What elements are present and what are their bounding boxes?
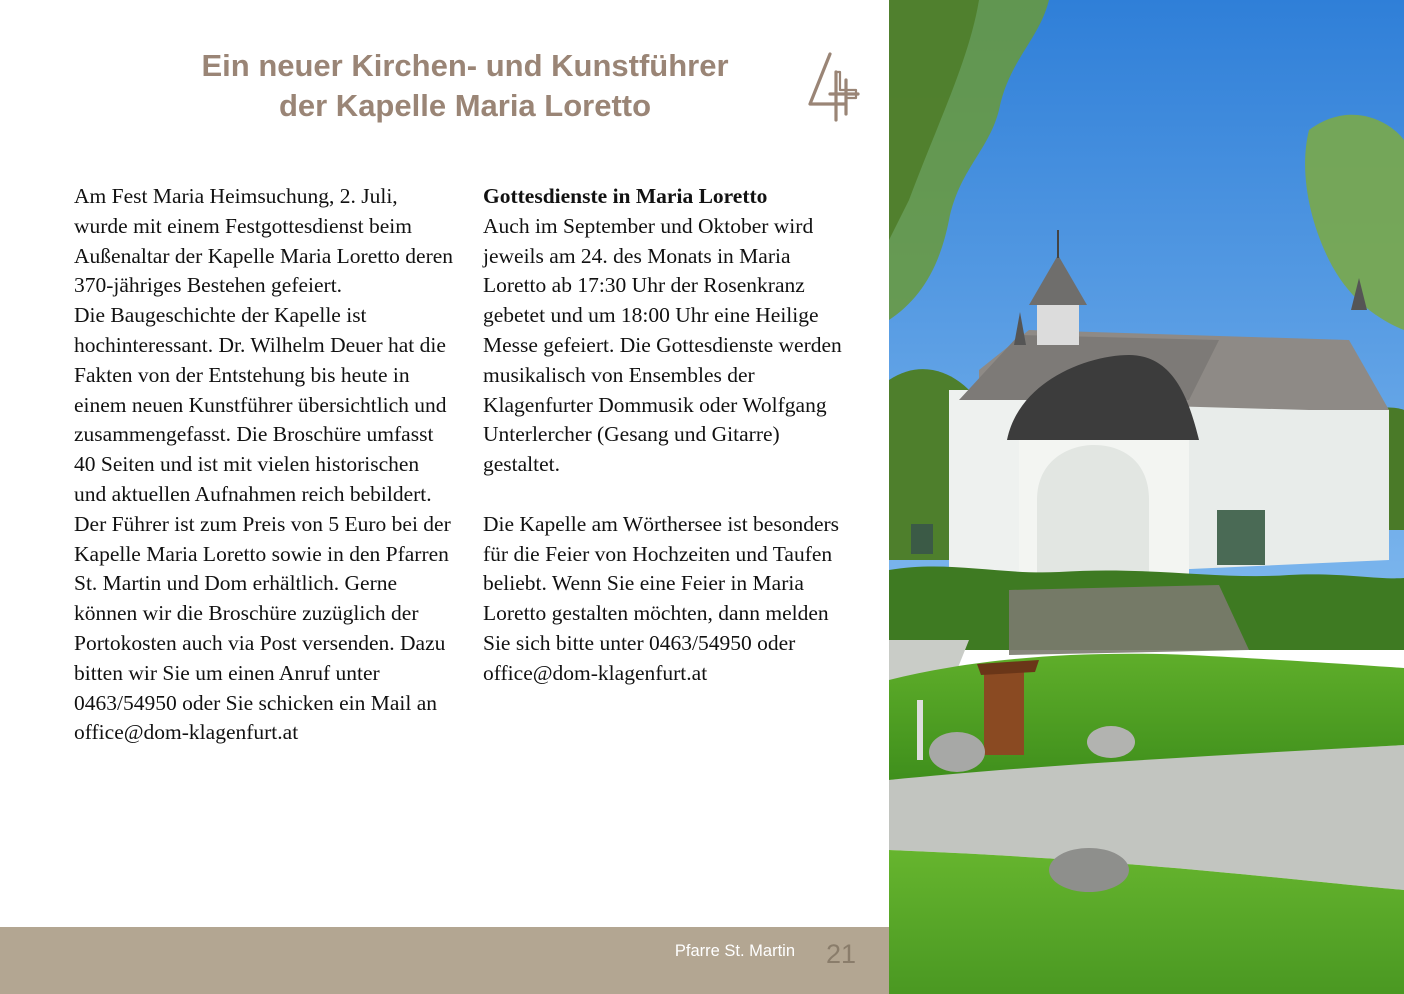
left-column [74,182,454,748]
footer-bar [0,927,889,994]
page-title-line-1: Ein neuer Kirchen- und Kunstführer [201,48,729,83]
page-title [150,46,780,126]
right-column [483,182,853,689]
services-paragraph: Auch im September und Oktober wird jeweils am 24. des Monats in Maria Loretto ab 17:30 Uhr der Rosenkranz gebetet und um 18:00 Uhr eine Heilige Messe gefeiert. Die Gottesdienste werden musikalisch von Ensembles der Klagenfurter Dommusik oder Wolfgang Unterlercher (Gesang und Gitarre) gestaltet. [483,213,842,477]
services-heading: Gottesdienste in Maria Loretto [483,184,768,208]
cross-logo-icon [806,50,862,122]
intro-paragraph: Am Fest Maria Heimsuchung, 2. Juli, wurde mit einem Festgottesdienst beim Außenaltar der Kapelle Maria Loretto deren 370-jähriges Bestehen gefeiert. [74,184,454,298]
paragraph-gap [483,480,853,510]
page-title-line-2: der Kapelle Maria Loretto [278,88,652,123]
chapel-photo [889,0,1404,994]
footer-parish-name: Pfarre St. Martin [674,942,795,960]
page-number: 21 [825,939,856,969]
brochure-paragraph: Die Baugeschichte der Kapelle ist hochinteressant. Dr. Wilhelm Deuer hat die Fakten von der Entstehung bis heute in einem neuen Kunstführer übersichtlich und zusammengefasst. Die Broschüre umfasst 40 Seiten und ist mit vielen historischen und aktuellen Aufnahmen reich bebildert. Der Führer ist zum Preis von 5 Euro bei der Kapelle Maria Loretto sowie in den Pfarren St. Martin und Dom erhältlich. Gerne können wir die Broschüre zuzüglich der Portokosten auch via Post versenden. Dazu bitten wir Sie um einen Anruf unter 0463/54950 oder Sie schicken ein Mail an office@dom-klagenfurt.at [74,303,451,745]
wedding-paragraph: Die Kapelle am Wörthersee ist besonders für die Feier von Hochzeiten und Taufen beliebt. Wenn Sie eine Feier in Maria Loretto gestalten möchten, dann melden Sie sich bitte unter 0463/54950 oder office@dom-klagenfurt.at [483,511,840,685]
